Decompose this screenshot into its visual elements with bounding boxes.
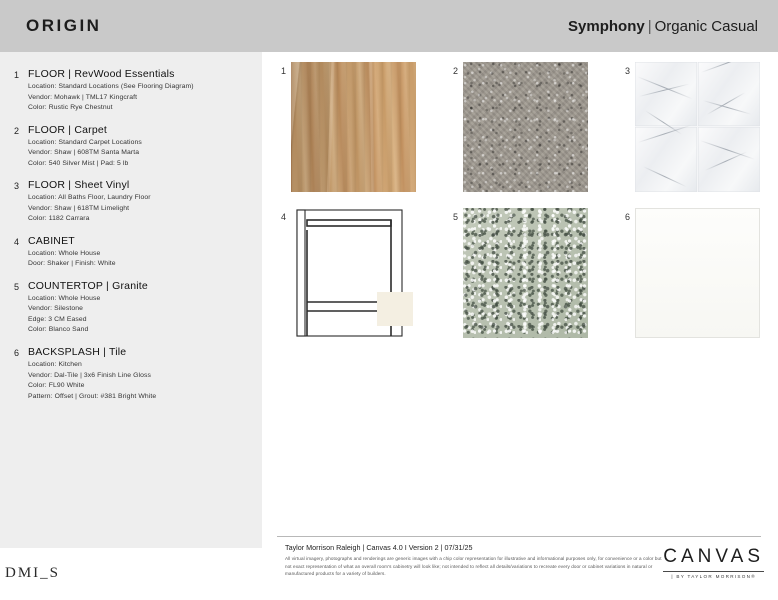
header-separator: |	[647, 17, 652, 35]
item-body	[28, 179, 252, 225]
swatch-number: 6	[625, 212, 631, 222]
white-tile-swatch	[635, 208, 760, 338]
footer-disclaimer: All virtual imagery, photographs and renderings are generic images with a chip color representation for illustrative and informational purposes only, for convenience or a color but not exact representation of what an overall room's cabinetry will look like; not intended to reflect all details/variations to recreate every door or cabinet variations in natural or manufactured products for a variety of builders.	[285, 556, 662, 577]
item-detail: Location: Whole House	[28, 294, 101, 302]
collection-name: Symphony	[568, 17, 645, 35]
swatch-number: 1	[281, 66, 287, 76]
cabinet-diagram-icon	[291, 208, 416, 338]
cabinet-door-drawing	[291, 208, 416, 338]
item-number: 6	[14, 347, 20, 358]
swatch-cell	[449, 208, 588, 338]
swatch-cell	[621, 62, 760, 192]
item-body	[28, 346, 252, 402]
item-detail: Location: Standard Carpet Locations	[28, 138, 142, 146]
item-title: FLOOR | Sheet Vinyl	[28, 179, 130, 192]
list-item	[14, 68, 252, 114]
page-header	[0, 0, 778, 52]
swatch-cell	[621, 208, 760, 338]
item-detail: Color: Rustic Rye Chestnut	[28, 104, 113, 112]
item-number: 5	[14, 281, 20, 292]
marble-tile-swatch	[635, 62, 760, 192]
swatch-row	[277, 62, 761, 192]
watermark-text: DMI_S	[5, 565, 61, 581]
item-detail: Pattern: Offset | Grout: #381 Bright White	[28, 392, 157, 400]
item-title: COUNTERTOP | Granite	[28, 279, 148, 292]
item-detail: Vendor: Silestone	[28, 305, 83, 313]
swatch-row	[277, 208, 761, 338]
item-number: 3	[14, 181, 20, 192]
carpet-swatch	[463, 62, 588, 192]
item-body	[28, 124, 252, 170]
item-detail: Vendor: Mohawk | TML17 Kingcraft	[28, 93, 138, 101]
item-detail: Location: Kitchen	[28, 360, 82, 368]
item-number: 2	[14, 125, 20, 136]
item-detail: Vendor: Shaw | 618TM Limelight	[28, 204, 130, 212]
item-body	[28, 280, 252, 336]
item-number: 1	[14, 70, 20, 80]
swatch-number: 4	[281, 212, 287, 222]
canvas-logo-rule	[663, 571, 764, 572]
canvas-logo-text: CANVAS	[663, 546, 764, 567]
swatch-cell	[277, 62, 416, 192]
footer-divider	[277, 536, 761, 537]
item-detail: Location: Standard Locations (See Flooring Diagram)	[28, 83, 194, 90]
brand-title: ORIGIN	[26, 16, 102, 35]
list-item	[14, 346, 252, 402]
list-item	[14, 280, 252, 336]
item-detail: Door: Shaker | Finish: White	[28, 260, 116, 268]
swatch-cell	[449, 62, 588, 192]
item-title: CABINET	[28, 234, 75, 247]
canvas-logo-subtext: | BY TAYLOR MORRISON®	[671, 574, 756, 579]
list-item	[14, 179, 252, 225]
footer-title: Taylor Morrison Raleigh | Canvas 4.0 I Version 2 | 07/31/25	[285, 543, 473, 552]
swatch-number: 5	[453, 212, 459, 222]
swatch-number: 3	[625, 66, 631, 76]
wood-plank-swatch	[291, 62, 416, 192]
item-detail: Location: Whole House	[28, 249, 101, 257]
selections-list	[0, 52, 262, 412]
item-detail: Location: All Baths Floor, Laundry Floor	[28, 194, 151, 202]
item-title: FLOOR | Carpet	[28, 123, 108, 136]
item-detail: Vendor: Dal-Tile | 3x6 Finish Line Gloss	[28, 371, 152, 379]
item-detail: Color: 1182 Carrara	[28, 215, 90, 223]
collection-title	[568, 18, 758, 35]
item-title: BACKSPLASH | Tile	[28, 345, 127, 358]
item-title: FLOOR | RevWood Essentials	[28, 68, 175, 80]
item-detail: Color: FL90 White	[28, 382, 85, 390]
swatch-grid	[277, 62, 761, 354]
item-body	[28, 235, 252, 270]
item-detail: Edge: 3 CM Eased	[28, 315, 87, 323]
item-detail: Color: 540 Silver Mist | Pad: 5 lb	[28, 159, 129, 167]
item-detail: Color: Blanco Sand	[28, 326, 89, 334]
list-item	[14, 124, 252, 170]
item-body	[28, 68, 252, 114]
list-item	[14, 235, 252, 270]
canvas-logo	[663, 546, 764, 579]
item-number: 4	[14, 236, 20, 247]
swatch-cell	[277, 208, 416, 338]
collection-style: Organic Casual	[654, 17, 758, 35]
swatch-number: 2	[453, 66, 459, 76]
item-detail: Vendor: Shaw | 608TM Santa Marta	[28, 149, 140, 157]
granite-swatch	[463, 208, 588, 338]
footer-block	[285, 543, 665, 578]
